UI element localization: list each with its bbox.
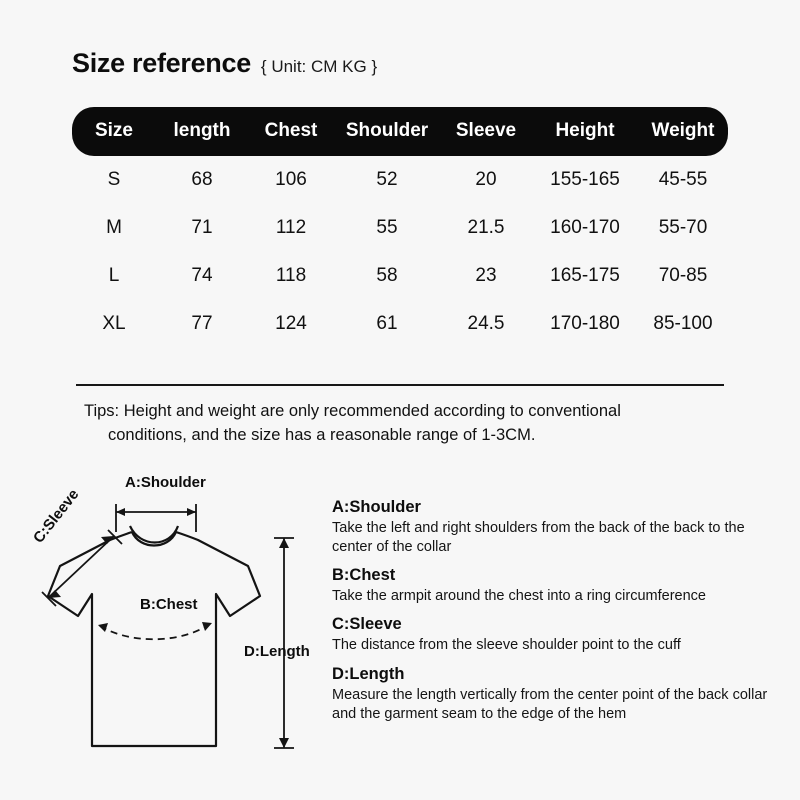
page-title-unit: { Unit: CM KG } [260, 57, 378, 76]
column-header-shoulder: Shoulder [345, 120, 429, 141]
column-header-chest: Chest [264, 120, 318, 141]
cell-height: 160-170 [550, 217, 620, 238]
cell-length: 68 [191, 169, 213, 190]
cell-shoulder: 55 [376, 217, 398, 238]
legend-item-shoulder [332, 498, 772, 557]
tips-line-1: Tips: Height and weight are only recommended according to conventional [84, 402, 621, 420]
table-row [72, 204, 728, 252]
chest-measure-line [100, 624, 210, 639]
table-row [72, 156, 728, 204]
cell-sleeve: 24.5 [467, 313, 505, 334]
size-table-body [72, 156, 728, 348]
legend-item-length [332, 665, 772, 724]
legend-item-chest [332, 566, 772, 606]
legend-item-sleeve [332, 615, 772, 655]
cell-weight: 70-85 [658, 265, 708, 286]
cell-size: M [106, 217, 122, 238]
cell-chest: 112 [275, 217, 307, 238]
shoulder-measure-line [116, 504, 196, 532]
sleeve-measure-line [42, 530, 122, 606]
cell-sleeve: 20 [475, 169, 497, 190]
table-row [72, 252, 728, 300]
cell-weight: 55-70 [658, 217, 708, 238]
cell-height: 165-175 [550, 265, 620, 286]
tshirt-measurement-diagram [20, 466, 340, 766]
cell-length: 77 [191, 313, 213, 334]
cell-sleeve: 21.5 [467, 217, 505, 238]
cell-chest: 118 [275, 265, 307, 286]
cell-height: 170-180 [550, 313, 620, 334]
legend-head-length: D:Length [332, 664, 405, 683]
cell-shoulder: 52 [376, 169, 398, 190]
legend-body-shoulder: Take the left and right shoulders from the back of the back to the center of the collar [332, 520, 745, 556]
cell-shoulder: 61 [376, 313, 398, 334]
cell-sleeve: 23 [475, 265, 497, 286]
legend-head-chest: B:Chest [332, 566, 396, 585]
diagram-label-sleeve: C:Sleeve [30, 486, 83, 547]
tshirt-outline [48, 526, 260, 746]
column-header-height: Height [555, 120, 615, 141]
column-header-sleeve: Sleeve [455, 120, 517, 141]
table-row [72, 300, 728, 348]
chest-measure-arrows [98, 622, 212, 632]
cell-weight: 85-100 [653, 313, 713, 334]
cell-size: L [108, 265, 120, 286]
page-title [72, 48, 377, 79]
cell-length: 71 [191, 217, 213, 238]
cell-shoulder: 58 [376, 265, 398, 286]
column-header-weight: Weight [651, 120, 715, 141]
tips-line-2: conditions, and the size has a reasonable range of 1-3CM. [108, 425, 536, 444]
cell-weight: 45-55 [658, 169, 708, 190]
cell-chest: 124 [275, 313, 307, 334]
cell-chest: 106 [275, 169, 307, 190]
page-title-text: Size reference [72, 48, 251, 78]
cell-size: XL [102, 313, 126, 334]
cell-height: 155-165 [550, 169, 620, 190]
column-header-size: Size [94, 120, 134, 141]
size-table-head [72, 107, 728, 156]
legend-body-length: Measure the length vertically from the center point of the back collar and the garment seam to the edge of the hem [332, 686, 768, 722]
legend-head-sleeve: C:Sleeve [332, 615, 402, 634]
section-divider [76, 384, 724, 386]
cell-size: S [107, 169, 121, 190]
diagram-label-chest: B:Chest [140, 596, 198, 613]
diagram-label-shoulder: A:Shoulder [125, 474, 206, 491]
column-header-length: length [173, 120, 231, 141]
diagram-label-length: D:Length [244, 643, 310, 660]
cell-length: 74 [191, 265, 213, 286]
legend-body-chest: Take the armpit around the chest into a ring circumference [332, 588, 706, 605]
measurement-legend [332, 498, 772, 733]
legend-body-sleeve: The distance from the sleeve shoulder point to the cuff [332, 637, 681, 654]
table-header-row [72, 107, 728, 156]
size-table [72, 107, 728, 348]
legend-head-shoulder: A:Shoulder [332, 498, 421, 516]
tips-text [84, 400, 732, 448]
